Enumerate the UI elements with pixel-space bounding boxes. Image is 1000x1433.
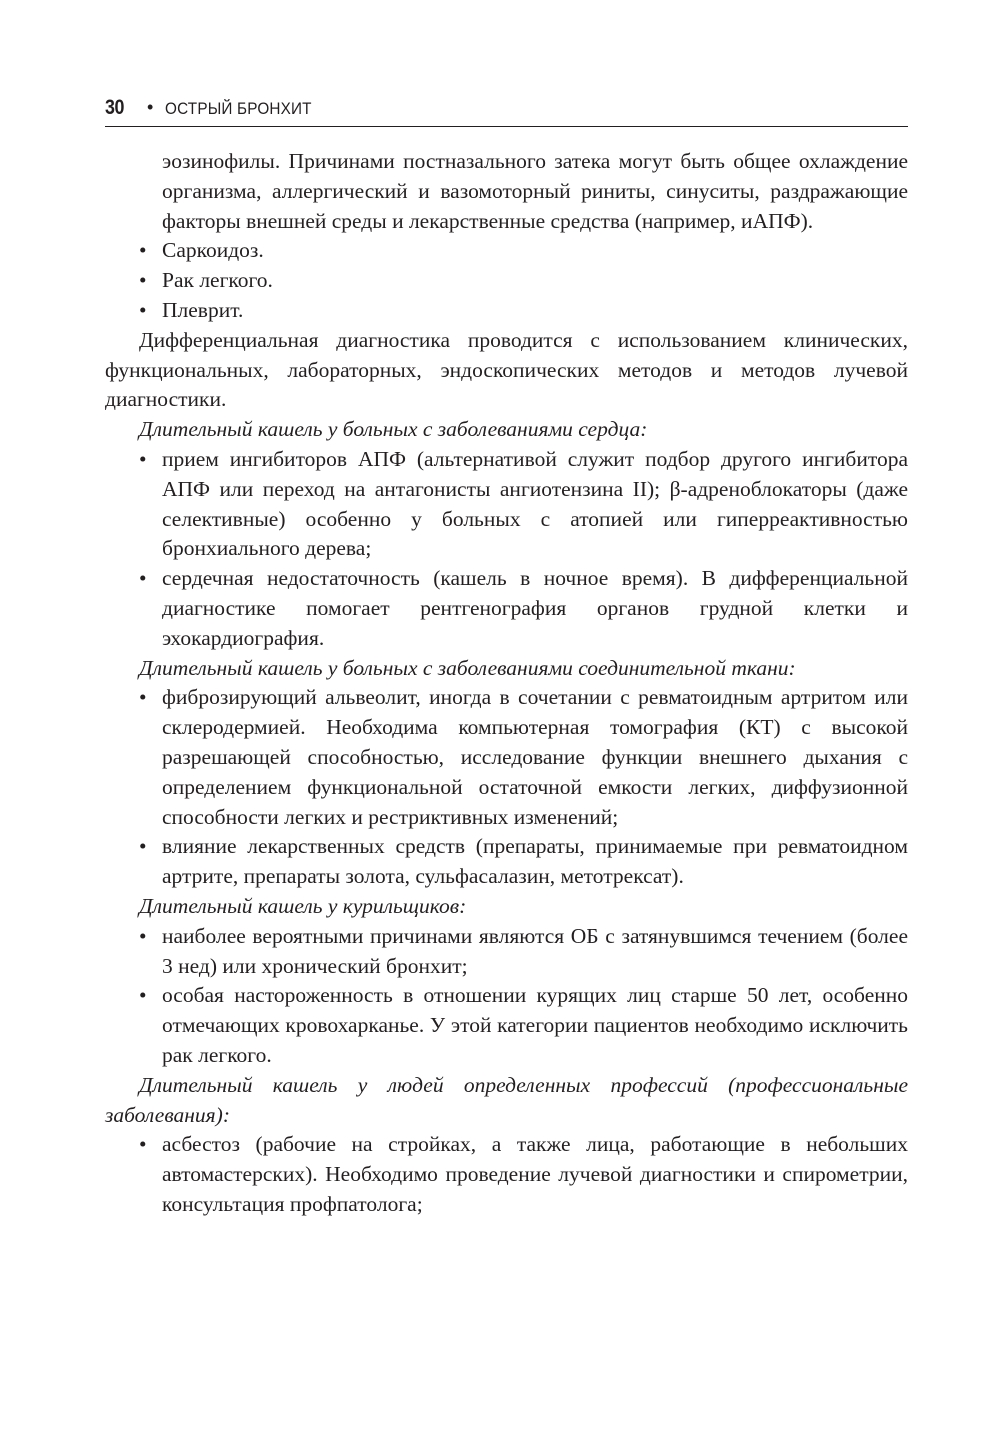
heart-list (105, 445, 908, 654)
section-heading-smokers: Длительный кашель у курильщиков: (139, 893, 467, 918)
list-item-text: прием ингибиторов АПФ (альтернативой служит подбор другого ингибитора АПФ или переход на антагонисты ангиотензина II); β-адреноблокаторы (даже селективные) особенно у больных с атопией или гиперреактивностью бронхиального дерева; (162, 446, 908, 561)
smokers-list (105, 922, 908, 1071)
chapter-title: ОСТРЫЙ БРОНХИТ (165, 99, 313, 118)
list-item (105, 236, 908, 266)
diagnosis-list (105, 236, 908, 325)
bullet-mark: • (139, 983, 147, 1008)
list-item (105, 296, 908, 326)
list-item (105, 832, 908, 892)
bullet-mark: • (139, 268, 147, 293)
section-heading-heart: Длительный кашель у больных с заболеваниями сердца: (139, 417, 648, 442)
page-number: 30 (105, 96, 125, 119)
professions-list (105, 1130, 908, 1219)
bullet-mark: • (139, 1132, 147, 1157)
list-item-text: асбестоз (рабочие на стройках, а также лица, работающие в небольших автомастерских). Необходимо проведение лучевой диагностики и спирометрии, консультация профпатолога; (162, 1132, 908, 1216)
list-item (105, 683, 908, 832)
list-item (105, 445, 908, 564)
list-item (105, 564, 908, 653)
list-item (105, 922, 908, 982)
list-item-text: фиброзирующий альвеолит, иногда в сочетании с ревматоидным артритом или склеродермией. Необходима компьютерная томография (КТ) с высокой разрешающей способностью, исследование функции внешнего дыхания с определением функциональной остаточной емкости легких, диффузионной способности легких и рестриктивных изменений; (162, 685, 908, 829)
bullet-mark: • (139, 238, 147, 263)
paragraph: Дифференциальная диагностика проводится с использованием клинических, функциональных, лабораторных, эндоскопических методов и методов лучевой диагностики. (105, 327, 908, 412)
bullet-mark: • (139, 446, 147, 471)
bullet-mark: • (139, 297, 147, 322)
bullet-mark: • (139, 685, 147, 710)
list-item (105, 266, 908, 296)
connective-list (105, 683, 908, 892)
list-item-text: Саркоидоз. (162, 238, 264, 263)
list-item-text: особая настороженность в отношении курящих лиц старше 50 лет, особенно отмечающих кровохарканье. У этой категории пациентов необходимо исключить рак легкого. (162, 983, 908, 1067)
header-separator: • (147, 97, 154, 117)
list-item-text: сердечная недостаточность (кашель в ночное время). В дифференциальной диагностике помогает рентгенография органов грудной клетки и эхокардиография. (162, 566, 908, 650)
book-page (105, 96, 908, 1220)
body-text (105, 147, 908, 1220)
continued-paragraph: эозинофилы. Причинами постназального затека могут быть общее охлаждение организма, аллергический и вазомоторный риниты, синуситы, раздражающие факторы внешней среды и лекарственные средства (например, иАПФ). (162, 149, 908, 233)
section-heading-connective: Длительный кашель у больных с заболеваниями соединительной ткани: (139, 655, 796, 680)
bullet-mark: • (139, 923, 147, 948)
list-item-text: влияние лекарственных средств (препараты, принимаемые при ревматоидном артрите, препараты золота, сульфасалазин, метотрексат). (162, 834, 908, 889)
list-item-text: Рак легкого. (162, 268, 273, 293)
list-item-text: наиболее вероятными причинами являются ОБ с затянувшимся течением (более 3 нед) или хронический бронхит; (162, 923, 908, 978)
list-item-text: Плеврит. (162, 297, 244, 322)
section-heading-professions: Длительный кашель у людей определенных профессий (профессиональные заболевания): (105, 1072, 908, 1127)
bullet-mark: • (139, 834, 147, 859)
list-item (105, 981, 908, 1070)
bullet-mark: • (139, 566, 147, 591)
list-item (105, 1130, 908, 1219)
running-header (105, 96, 908, 127)
